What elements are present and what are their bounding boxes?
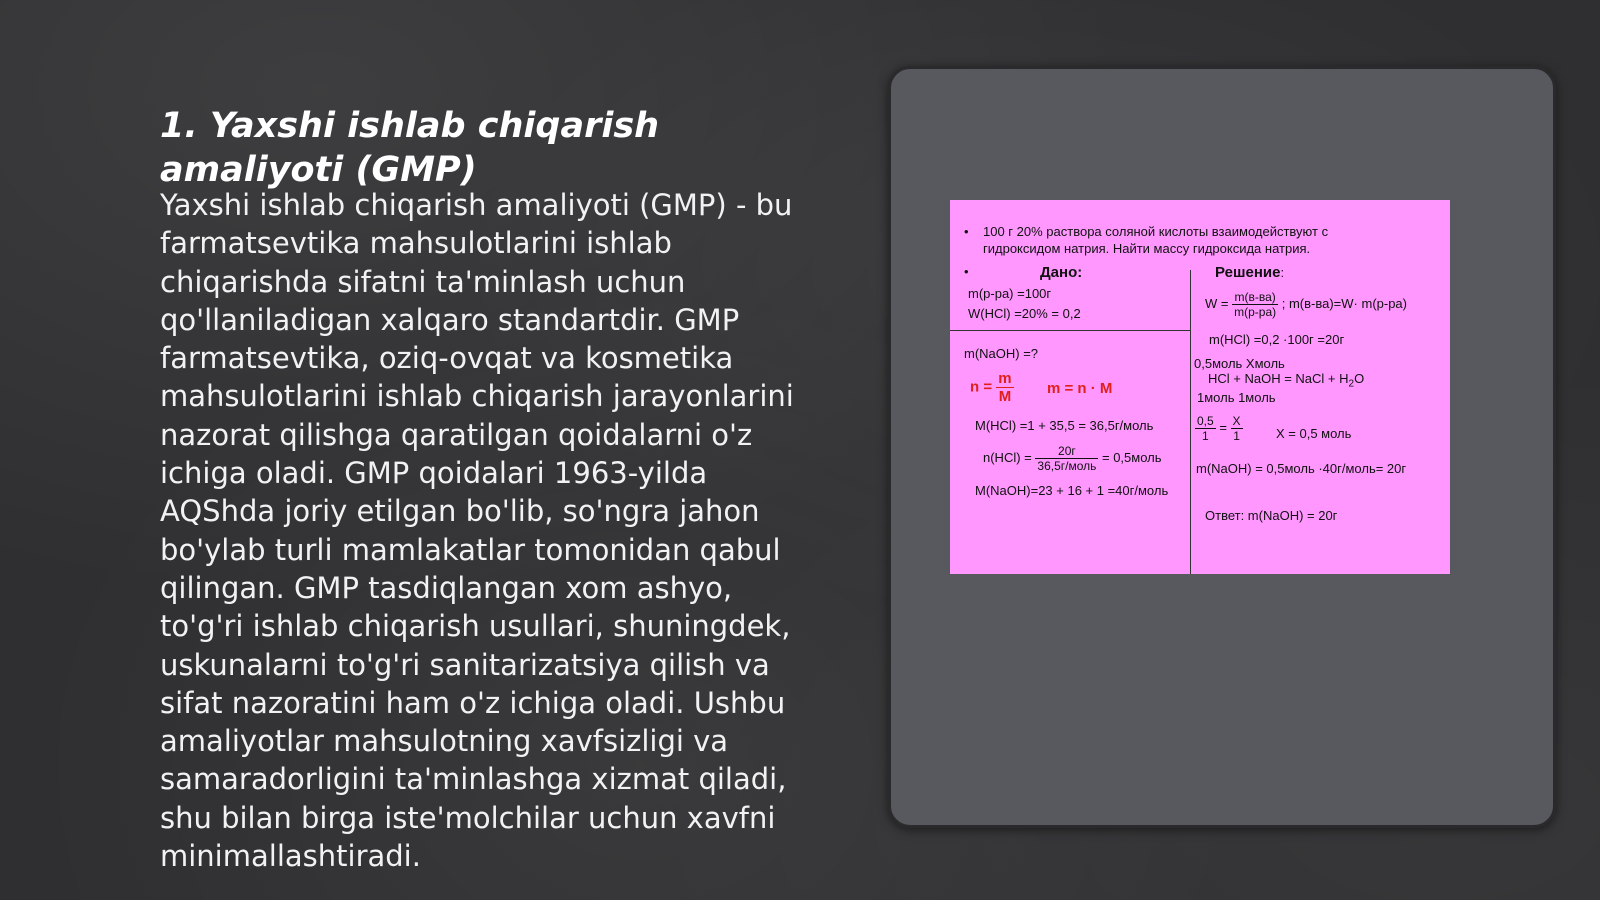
reaction-subscript: 2 <box>1348 378 1355 390</box>
solution-header-wrap <box>1215 264 1284 281</box>
ratio-equals: = <box>1219 419 1227 435</box>
given-divider <box>950 330 1190 331</box>
molar-mass-naoh: M(NaOH)=23 + 16 + 1 =40г/моль <box>975 483 1169 498</box>
given-header: Дано: <box>1040 264 1083 281</box>
given-bullet: • <box>964 264 969 279</box>
solution-colon: : <box>1280 265 1285 280</box>
formula-n-den: M <box>998 388 1012 405</box>
ratio-a-den: 1 <box>1202 429 1209 443</box>
n-hcl-den: 36,5г/моль <box>1037 459 1097 473</box>
given-solution-mass: m(р-ра) =100г <box>968 286 1052 301</box>
mass-naoh-calc: m(NaOH) = 0,5моль ·40г/моль= 20г <box>1196 461 1407 476</box>
chemistry-problem-image <box>950 200 1450 574</box>
moles-above-equation: 0,5моль Хмоль <box>1194 356 1285 371</box>
reaction-end: O <box>1354 371 1365 386</box>
mass-fraction-formula <box>1205 290 1407 319</box>
w-num: m(в-ва) <box>1232 290 1278 305</box>
reaction-main: HCl + NaOH = NaCl + H <box>1208 371 1349 386</box>
formula-mass: m = n · M <box>1047 380 1113 397</box>
reaction-equation <box>1208 371 1364 390</box>
ratio-b-den: 1 <box>1233 429 1240 443</box>
n-hcl-lhs: n(HCl) = <box>983 449 1032 465</box>
mole-ratio <box>1195 414 1243 443</box>
w-lhs: W = <box>1205 295 1229 311</box>
given-mass-fraction: W(HCl) =20% = 0,2 <box>968 306 1081 321</box>
formula-n-lhs: n = <box>970 378 993 396</box>
problem-text-line-2: гидроксидом натрия. Найти массу гидроксида натрия. <box>983 241 1311 256</box>
x-value: X = 0,5 моль <box>1276 426 1352 441</box>
molar-mass-hcl: M(HCl) =1 + 35,5 = 36,5г/моль <box>975 418 1154 433</box>
problem-text-line-1: 100 г 20% раствора соляной кислоты взаимодействуют с <box>983 224 1329 239</box>
find-naoh-mass: m(NaOH) =? <box>964 346 1039 361</box>
w-den: m(р-ра) <box>1234 305 1277 319</box>
n-hcl-num: 20г <box>1035 444 1098 459</box>
ratio-b-num: X <box>1232 414 1241 428</box>
ratio-a-num: 0,5 <box>1197 414 1214 428</box>
moles-below-equation: 1моль 1моль <box>1197 390 1276 405</box>
solution-header: Решение <box>1215 264 1281 281</box>
answer: Ответ: m(NaOH) = 20г <box>1205 508 1338 523</box>
problem-bullet: • <box>964 224 969 239</box>
n-hcl-rhs: = 0,5моль <box>1102 449 1162 465</box>
mass-hcl-calc: m(HCl) =0,2 ·100г =20г <box>1209 332 1345 347</box>
slide-body-text: Yaxshi ishlab chiqarish amaliyoti (GMP) - bu farmatsevtika mahsulotlarini ishlab chiqarishda sifatni ta'minlash uchun qo'llaniladigan xalqaro standartdir. GMP farmatsevtika, oziq-ovqat va kosmetika mahsulotlarini ishlab chiqarish jarayonlarini nazorat qilishga qaratilgan qoidalarni o'z ichiga oladi. GMP qoidalari 1963-yilda AQShda joriy etilgan bo'lib, so'ngra jahon bo'ylab turli mamlakatlar tomonidan qabul qilingan. GMP tasdiqlangan xom ashyo, to'g'ri ishlab chiqarish usullari, shuningdek, uskunalarni to'g'ri sanitarizatsiya qilish va sifat nazoratini ham o'z ichiga oladi. Ushbu amaliyotlar mahsulotning xavfsizligi va samaradorligini ta'minlashga xizmat qiladi, shu bilan birga iste'molchilar uchun xavfni minimallashtiradi. <box>160 188 794 874</box>
moles-hcl-calc <box>983 444 1162 473</box>
formula-n-num: m <box>998 370 1012 387</box>
w-rhs: ; m(в-ва)=W· m(р-ра) <box>1281 295 1407 311</box>
formula-moles <box>970 370 1014 405</box>
slide-title: 1. Yaxshi ishlab chiqarish amaliyoti (GMP) <box>160 106 660 190</box>
column-divider <box>1190 270 1191 574</box>
